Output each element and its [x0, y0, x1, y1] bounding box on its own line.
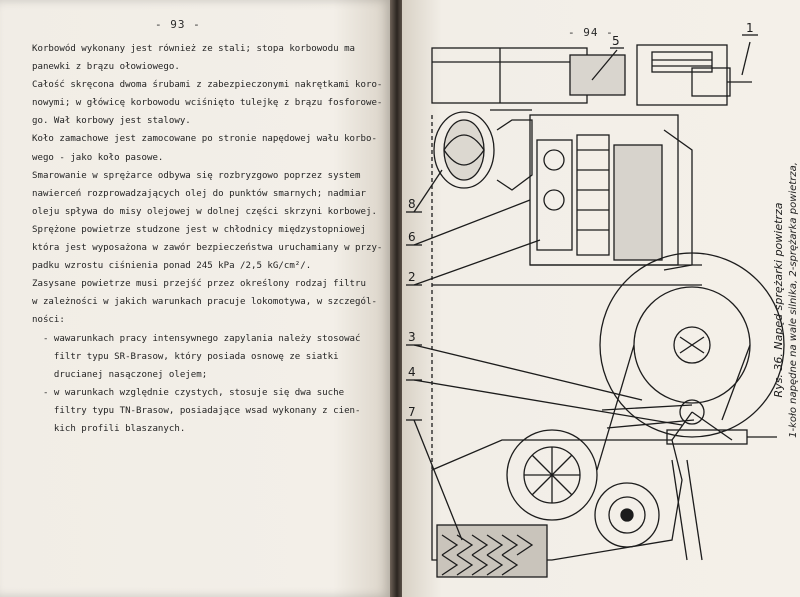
- text-line: panewki z brązu ołowiowego.: [32, 62, 180, 73]
- label-6: 6: [408, 230, 416, 244]
- compressor-drive-drawing: [402, 0, 800, 597]
- text-line: go. Wał korbowy jest stalowy.: [32, 116, 191, 127]
- text-line: Sprężone powietrze studzone jest w chłodnicy międzystopniowej: [32, 224, 366, 235]
- text-line: wego - jako koło pasowe.: [32, 152, 164, 163]
- label-5: 5: [612, 34, 620, 48]
- text-line: filtry typu TN-Brasow, posiadające wsad wykonany z cien-: [32, 405, 361, 416]
- text-line: drucianej nasączonej olejem;: [32, 369, 208, 380]
- text-line: Smarowanie w sprężarce odbywa się rozbryzgowo poprzez system: [32, 170, 361, 181]
- left-page-text: [32, 40, 383, 438]
- text-line: filtr typu SR-Brasow, który posiada osnowę ze siatki: [32, 351, 339, 362]
- caption-title: Rys. 36. Napęd sprężarki powietrza: [772, 202, 785, 398]
- text-line: ności:: [32, 315, 65, 326]
- text-line: kich profili blaszanych.: [32, 423, 186, 434]
- text-line: Zasysane powietrze musi przejść przez określony rodzaj filtru: [32, 279, 366, 290]
- label-8: 8: [408, 197, 416, 211]
- text-line: Koło zamachowe jest zamocowane po stronie napędowej wału korbo-: [32, 134, 377, 145]
- figure-caption: [772, 162, 800, 438]
- text-line: w zależności w jakich warunkach pracuje lokomotywa, w szczegól-: [32, 297, 377, 308]
- caption-line-1: 1-koło napędne na wale silnika, 2-sprężarka powietrza,: [788, 162, 799, 438]
- label-7: 7: [408, 405, 416, 419]
- text-line: - wawarunkach pracy intensywnego zapylania należy stosować: [32, 333, 361, 344]
- text-line: oleju spływa do misy olejowej w dolnej części skrzyni korbowej.: [32, 206, 377, 217]
- right-page-number: - 94 -: [568, 26, 614, 39]
- text-line: nowymi; w główicę korbowodu wciśnięto tulejkę z brązu fosforowe-: [32, 98, 383, 109]
- text-line: padku wzrostu ciśnienia ponad 245 kPa /2,5 kG/cm²/.: [32, 261, 312, 272]
- left-page-number: - 93 -: [155, 18, 201, 31]
- label-1: 1: [746, 21, 754, 35]
- text-line: Korbowód wykonany jest również ze stali; stopa korbowodu ma: [32, 44, 356, 54]
- text-line: która jest wyposażona w zawór bezpieczeństwa uruchamiany w przy-: [32, 243, 383, 254]
- text-line: Całość skręcona dwoma śrubami z zabezpieczonymi nakrętkami koro-: [32, 80, 383, 91]
- left-page: [0, 0, 392, 597]
- label-3: 3: [408, 330, 416, 344]
- text-line: nawierceń rozprowadzających olej do punktów smarnych; nadmiar: [32, 188, 366, 199]
- label-4: 4: [408, 365, 416, 379]
- label-2: 2: [408, 270, 416, 284]
- suction-duct-box: [432, 48, 587, 103]
- text-line: - w warunkach względnie czystych, stosuje się dwa suche: [32, 387, 345, 398]
